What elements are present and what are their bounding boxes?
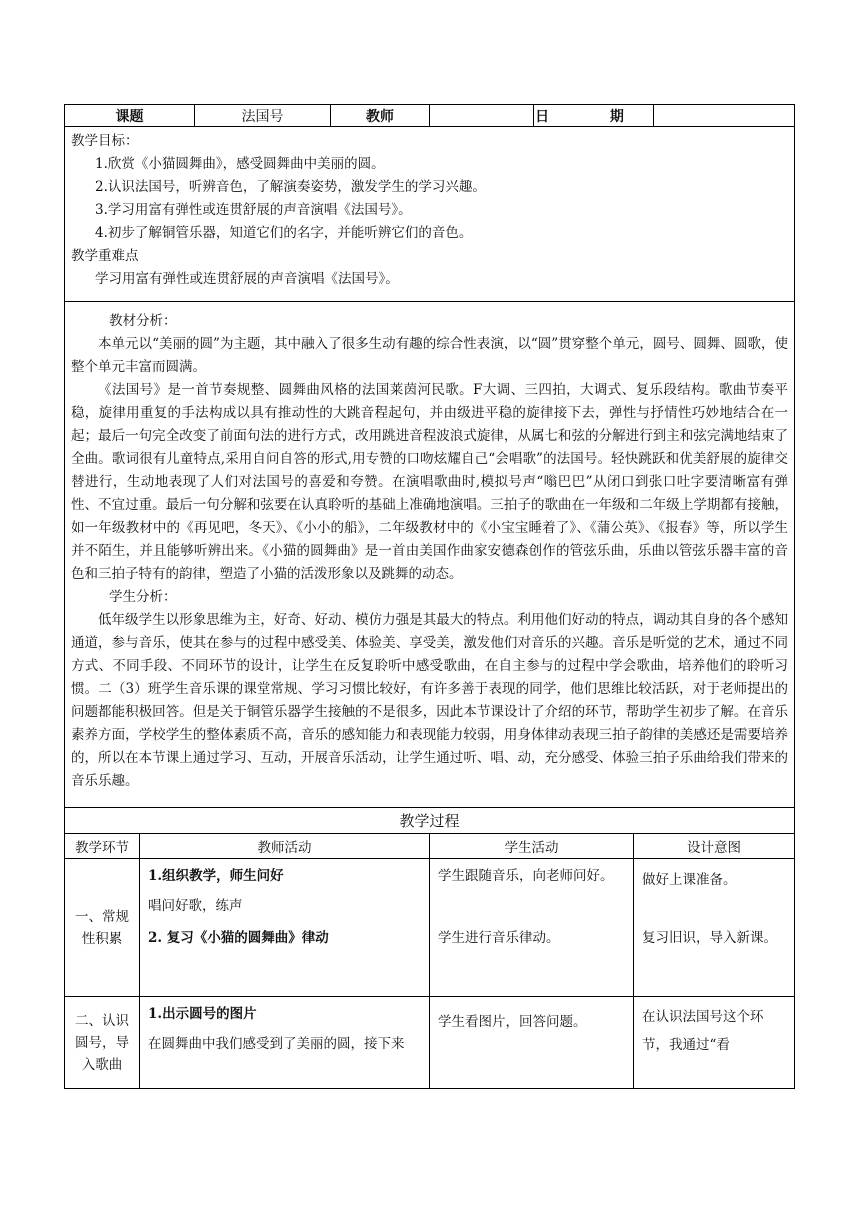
teacher-step: 在圆舞曲中我们感受到了美丽的圆，接下来	[148, 1036, 405, 1052]
material-paragraph: 本单元以“美丽的圆”为主题，其中融入了很多生动有趣的综合性表演，以“圆”贯穿整个单元，圆号、圆舞、圆歌，使整个单元丰富而圆满。	[71, 336, 788, 375]
column-header-teacher: 教师活动	[140, 834, 430, 859]
lesson-plan-table	[64, 104, 795, 1089]
student-paragraph: 低年级学生以形象思维为主，好奇、好动、模仿力强是其最大的特点。利用他们好动的特点，调动其自身的各个感知通道，参与音乐，使其在参与的过程中感受美、体验美、享受美，激发他们对音乐的兴趣。音乐是听觉的艺术，通过不同方式、不同手段、不同环节的设计，让学生在反复聆听中感受歌曲，在自主参与的过程中学会歌曲，培养他们的聆听习惯。二（3）班学生音乐课的课堂常规、学习习惯比较好，有许多善于表现的同学，他们思维比较活跃，对于老师提出的问题都能积极回答。但是关于铜管乐器学生接触的不是很多，因此本节课设计了介绍的环节，帮助学生初步了解。在音乐素养方面，学校学生的整体素质不高，音乐的感知能力和表现能力较弱，用身体律动表现三拍子韵律的美感还是需要培养的，所以在本节课上通过学习、互动，开展音乐活动，让学生通过听、唱、动，充分感受、体验三拍子乐曲给我们带来的音乐乐趣。	[71, 612, 788, 789]
analysis-row	[65, 302, 795, 808]
date-label: 日 期	[534, 105, 654, 127]
teacher-step: 唱问好歌，练声	[148, 898, 243, 914]
header-row	[65, 105, 795, 127]
table-row	[65, 997, 795, 1089]
table-row	[65, 859, 795, 997]
design-intent-cell	[634, 859, 795, 997]
design-step: 复习旧识，导入新课。	[642, 930, 777, 946]
design-intent-cell	[634, 997, 795, 1089]
teacher-activity-cell	[140, 859, 430, 997]
student-step: 学生看图片，回答问题。	[438, 1014, 587, 1030]
objectives-row	[65, 127, 795, 302]
objective-item: 2.认识法国号，听辨音色，了解演奏姿势，激发学生的学习兴趣。	[95, 179, 486, 195]
key-points-text: 学习用富有弹性或连贯舒展的声音演唱《法国号》。	[95, 271, 399, 287]
process-title-row	[65, 808, 795, 834]
student-step: 学生进行音乐律动。	[438, 930, 560, 946]
column-header-design: 设计意图	[634, 834, 795, 859]
material-analysis-title: 教材分析：	[109, 313, 177, 329]
objectives-cell	[65, 127, 795, 302]
analysis-cell	[65, 302, 795, 808]
student-analysis-title: 学生分析：	[109, 589, 177, 605]
process-column-headers	[65, 834, 795, 859]
teacher-activity-cell	[140, 997, 430, 1089]
column-header-stage: 教学环节	[65, 834, 140, 859]
key-points-title: 教学重难点	[71, 248, 139, 264]
lesson-plan-page	[64, 104, 794, 1089]
stage-cell: 一、常规性积累	[65, 859, 140, 997]
objectives-title: 教学目标：	[71, 133, 139, 149]
material-paragraph: 《法国号》是一首节奏规整、圆舞曲风格的法国莱茵河民歌。F大调、三四拍，大调式、复乐段结构。歌曲节奏平稳，旋律用重复的手法构成以具有推动性的大跳音程起句，并由级进平稳的旋律接下去，弹性与抒情性巧妙地结合在一起；最后一句完全改变了前面句法的进行方式，改用跳进音程波浪式旋律，从属七和弦的分解进行到主和弦完满地结束了全曲。歌词很有儿童特点,采用自问自答的形式,用专赞的口吻炫耀自己“会唱歌”的法国号。轻快跳跃和优美舒展的旋律交替进行，生动地表现了人们对法国号的喜爱和夸赞。在演唱歌曲时,模拟号声“嗡巴巴”从闭口到张口吐字要清晰富有弹性、不宜过重。最后一句分解和弦要在认真聆听的基础上准确地演唱。三拍子的歌曲在一年级和二年级上学期都有接触，如一年级教材中的《再见吧，冬天》、《小小的船》，二年级教材中的《小宝宝睡着了》、《蒲公英》、《报春》等，所以学生并不陌生，并且能够听辨出来。《小猫的圆舞曲》是一首由美国作曲家安德森创作的管弦乐曲，乐曲以管弦乐器丰富的音色和三拍子特有的韵律，塑造了小猫的活泼形象以及跳舞的动态。	[71, 382, 788, 582]
stage-cell: 二、认识圆号，导入歌曲	[65, 997, 140, 1089]
teacher-step: 1.组织教学，师生问好	[148, 868, 284, 884]
teacher-step: 1.出示圆号的图片	[148, 1006, 257, 1022]
topic-value: 法国号	[195, 105, 331, 127]
teacher-label: 教师	[331, 105, 430, 127]
student-activity-cell	[430, 997, 634, 1089]
design-step: 做好上课准备。	[642, 872, 737, 888]
objective-item: 4.初步了解铜管乐器，知道它们的名字，并能听辨它们的音色。	[95, 225, 473, 241]
objective-item: 3.学习用富有弹性或连贯舒展的声音演唱《法国号》。	[95, 202, 412, 218]
student-step: 学生跟随音乐，向老师问好。	[438, 868, 614, 884]
teacher-value	[430, 105, 534, 127]
date-value	[654, 105, 795, 127]
process-title: 教学过程	[65, 808, 795, 834]
student-activity-cell	[430, 859, 634, 997]
topic-label: 课题	[65, 105, 195, 127]
column-header-student: 学生活动	[430, 834, 634, 859]
objective-item: 1.欣赏《小猫圆舞曲》，感受圆舞曲中美丽的圆。	[95, 156, 385, 172]
teacher-step: 2. 复习《小猫的圆舞曲》律动	[148, 930, 329, 946]
design-step: 在认识法国号这个环节，我通过“看	[642, 1009, 764, 1053]
